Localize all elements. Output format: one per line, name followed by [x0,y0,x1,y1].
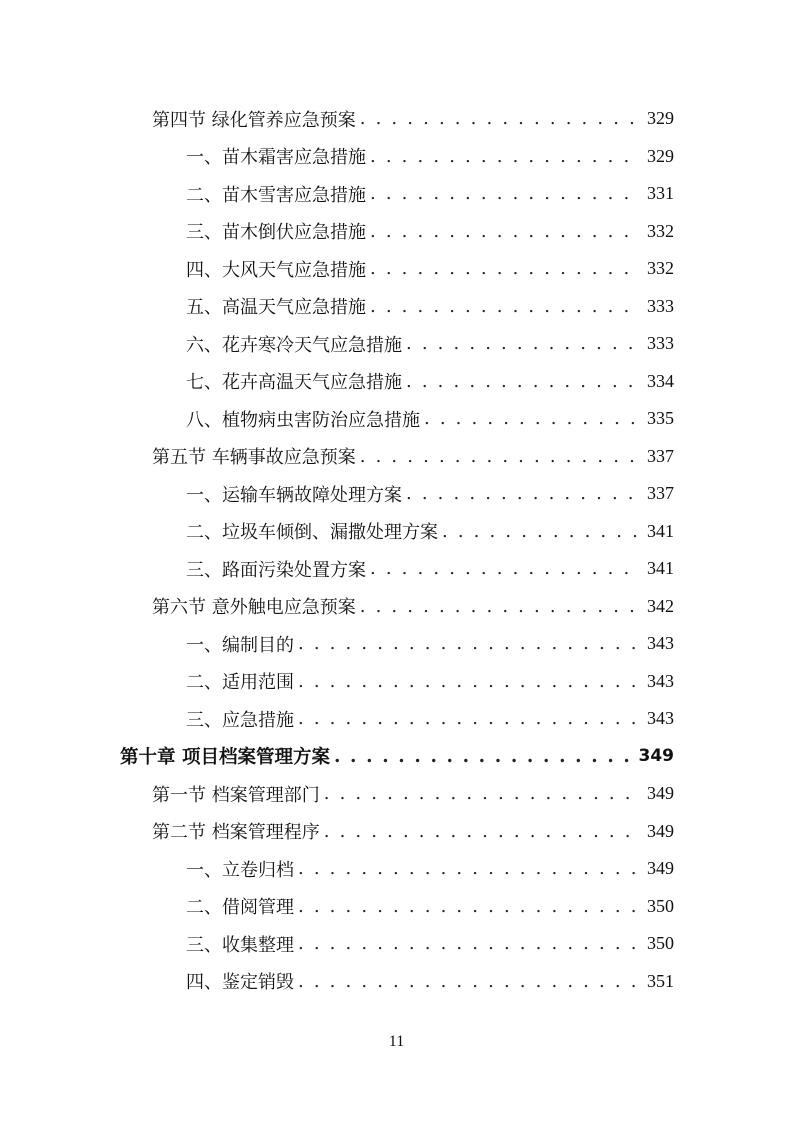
toc-dot-leader [406,333,641,354]
toc-entry-page: 329 [647,145,674,166]
toc-entry-page: 332 [647,220,674,241]
toc-dot-leader [298,708,641,729]
toc-entry[interactable] [0,100,674,138]
toc-dot-leader [442,521,641,542]
toc-entry-title: 一、立卷归档 [186,859,294,881]
toc-entry-page: 333 [647,295,674,316]
toc-entry-title: 第一节 档案管理部门 [152,784,320,806]
toc-dot-leader [324,821,641,842]
toc-entry[interactable] [0,288,674,326]
toc-entry[interactable] [0,475,674,513]
toc-entry-title: 第六节 意外触电应急预案 [152,597,356,619]
toc-entry-title: 三、应急措施 [186,709,294,731]
toc-dot-leader [406,483,641,504]
toc-dot-leader [298,633,641,654]
toc-entry-title: 第十章 项目档案管理方案 [120,747,330,769]
toc-entry[interactable] [0,250,674,288]
toc-entry[interactable] [0,550,674,588]
toc-dot-leader [370,221,641,242]
toc-dot-leader [424,408,641,429]
toc-entry-page: 335 [647,408,674,429]
toc-entry[interactable] [0,588,674,626]
toc-dot-leader [370,258,641,279]
toc-entry[interactable] [0,325,674,363]
toc-entry[interactable] [0,625,674,663]
toc-entry[interactable] [0,363,674,401]
toc-entry[interactable] [0,813,674,851]
toc-dot-leader [406,371,641,392]
table-of-contents [0,100,793,1000]
toc-entry-page: 343 [647,633,674,654]
toc-dot-leader [370,558,641,579]
toc-entry-page: 337 [647,483,674,504]
toc-entry-page: 329 [647,108,674,129]
toc-entry-title: 三、路面污染处置方案 [186,559,366,581]
toc-dot-leader [298,896,641,917]
toc-entry-title: 八、植物病虫害防治应急措施 [186,409,420,431]
toc-dot-leader [298,971,641,992]
toc-entry-page: 342 [647,595,674,616]
toc-entry-page: 349 [647,820,674,841]
toc-entry-page: 343 [647,670,674,691]
toc-entry-title: 一、编制目的 [186,634,294,656]
toc-entry-title: 二、垃圾车倾倒、漏撒处理方案 [186,522,438,544]
toc-entry-title: 二、适用范围 [186,672,294,694]
toc-entry[interactable] [0,213,674,251]
toc-entry-title: 第五节 车辆事故应急预案 [152,447,356,469]
toc-dot-leader [324,783,641,804]
toc-entry[interactable] [0,775,674,813]
toc-entry[interactable] [0,925,674,963]
toc-entry-page: 350 [647,933,674,954]
toc-entry[interactable] [0,963,674,1001]
toc-entry-title: 第四节 绿化管养应急预案 [152,109,356,131]
toc-dot-leader [334,746,633,767]
toc-entry-title: 四、大风天气应急措施 [186,259,366,281]
toc-dot-leader [360,446,641,467]
toc-entry-page: 333 [647,333,674,354]
toc-entry-title: 一、运输车辆故障处理方案 [186,484,402,506]
toc-entry-page: 341 [647,520,674,541]
toc-dot-leader [360,108,641,129]
toc-entry-title: 四、鉴定销毁 [186,972,294,994]
toc-entry-page: 351 [647,970,674,991]
toc-entry-title: 一、苗木霜害应急措施 [186,147,366,169]
toc-dot-leader [370,146,641,167]
toc-entry-title: 六、花卉寒冷天气应急措施 [186,334,402,356]
toc-dot-leader [370,183,641,204]
toc-entry-page: 337 [647,445,674,466]
toc-entry-title: 三、苗木倒伏应急措施 [186,222,366,244]
toc-entry[interactable] [0,888,674,926]
page-number: 11 [388,1033,405,1050]
toc-entry-page: 350 [647,895,674,916]
toc-dot-leader [298,858,641,879]
toc-entry[interactable] [0,400,674,438]
toc-dot-leader [298,933,641,954]
toc-entry-page: 343 [647,708,674,729]
toc-entry[interactable] [0,850,674,888]
toc-entry-page: 349 [647,783,674,804]
toc-entry[interactable] [0,175,674,213]
toc-chapter-entry[interactable] [0,738,674,776]
toc-entry-page: 331 [647,183,674,204]
toc-entry[interactable] [0,138,674,176]
toc-entry-title: 三、收集整理 [186,934,294,956]
toc-entry[interactable] [0,513,674,551]
toc-dot-leader [360,596,641,617]
toc-entry[interactable] [0,700,674,738]
toc-entry-title: 二、苗木雪害应急措施 [186,184,366,206]
toc-dot-leader [298,671,641,692]
toc-entry-page: 334 [647,370,674,391]
toc-entry-title: 第二节 档案管理程序 [152,822,320,844]
toc-entry[interactable] [0,663,674,701]
toc-entry-page: 349 [638,746,674,767]
toc-entry[interactable] [0,438,674,476]
toc-entry-page: 341 [647,558,674,579]
toc-entry-page: 349 [647,858,674,879]
toc-entry-title: 二、借阅管理 [186,897,294,919]
toc-dot-leader [370,296,641,317]
toc-entry-title: 七、花卉高温天气应急措施 [186,372,402,394]
toc-entry-page: 332 [647,258,674,279]
toc-entry-title: 五、高温天气应急措施 [186,297,366,319]
